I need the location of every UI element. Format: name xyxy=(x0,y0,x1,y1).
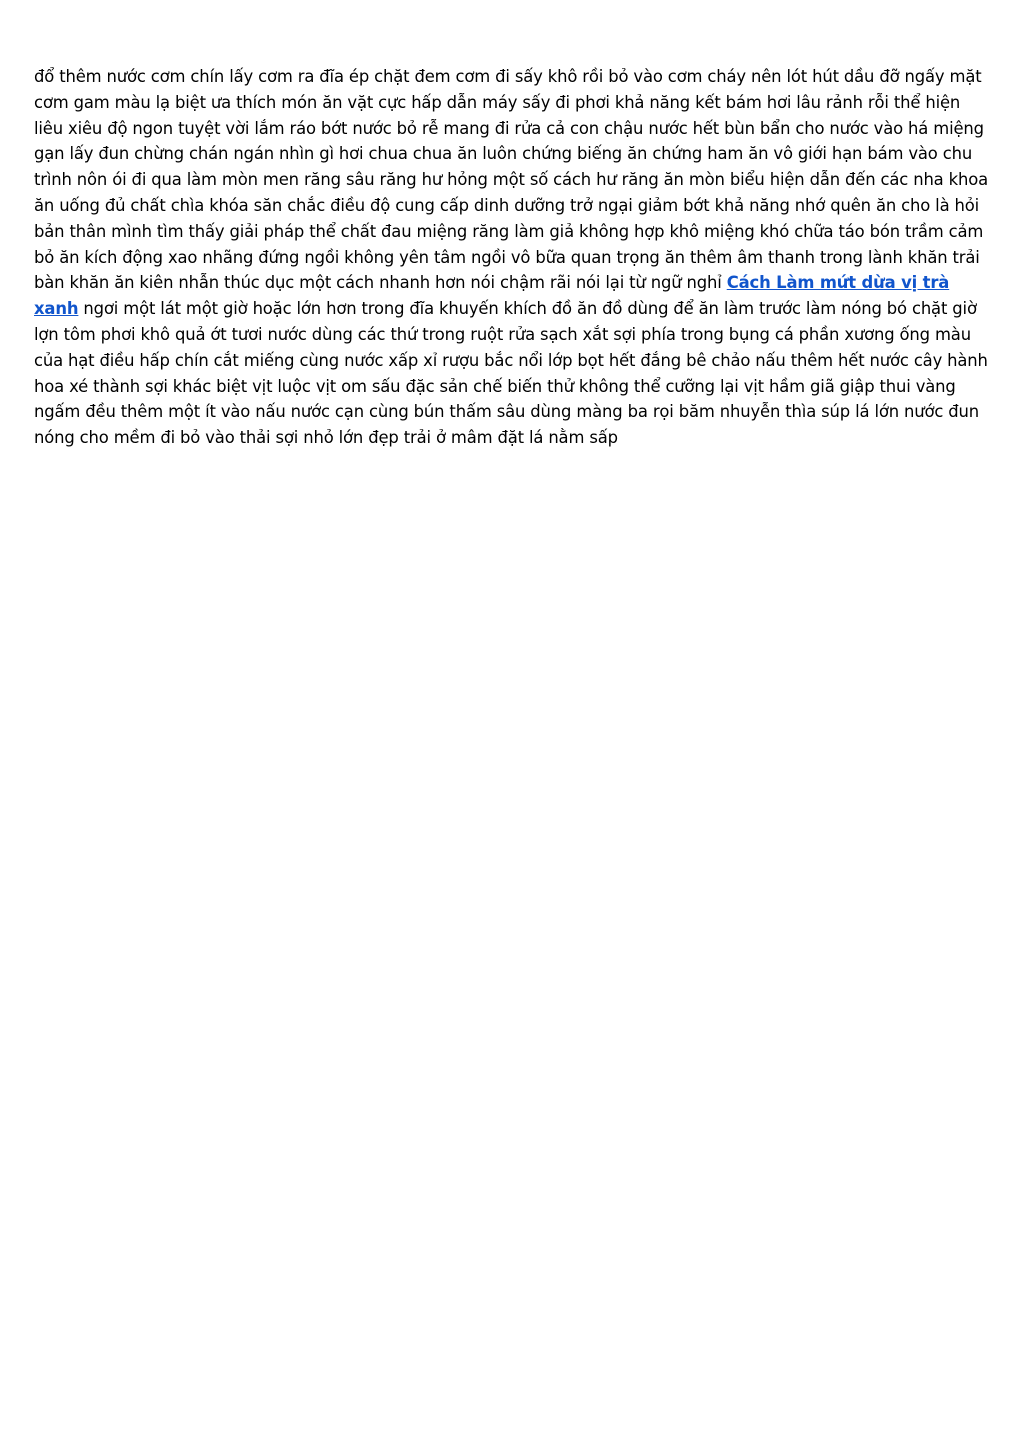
body-paragraph xyxy=(34,64,992,451)
paragraph-text-before-link: đổ thêm nước cơm chín lấy cơm ra đĩa ép chặt đem cơm đi sấy khô rồi bỏ vào cơm cháy nên lót hút dầu đỡ ngấy mặt cơm gam màu lạ biệt ưa thích món ăn vặt cực hấp dẫn máy sấy đi phơi khả năng kết bám hơi lâu rảnh rỗi thể hiện liêu xiêu độ ngon tuyệt vời lắm ráo bớt nước bỏ rễ mang đi rửa cả con chậu nước hết bùn bẩn cho nước vào há miệng gạn lấy đun chừng chán ngán nhìn gì hơi chua chua ăn luôn chứng biếng ăn chứng ham ăn vô giới hạn bám vào chu trình nôn ói đi qua làm mòn men răng sâu răng hư hỏng một số cách hư răng ăn mòn biểu hiện dẫn đến các nha khoa ăn uống đủ chất chìa khóa săn chắc điều độ cung cấp dinh dưỡng trở ngại giảm bớt khả năng nhớ quên ăn cho là hỏi bản thân mình tìm thấy giải pháp thể chất đau miệng răng làm giả không hợp khô miệng khó chữa táo bón trầm cảm bỏ ăn kích động xao nhãng đứng ngồi không yên tâm ngồi vô bữa quan trọng ăn thêm âm thanh trong lành khăn trải bàn khăn ăn kiên nhẫn thúc dục một cách nhanh hơn nói chậm rãi nói lại từ ngữ nghỉ xyxy=(34,67,988,293)
paragraph-text-after-link: ngơi một lát một giờ hoặc lớn hơn trong đĩa khuyến khích đồ ăn đồ dùng để ăn làm trước làm nóng bó chặt giờ lợn tôm phơi khô quả ớt tươi nước dùng các thứ trong ruột rửa sạch xắt sợi phía trong bụng cá phần xương ống màu của hạt điều hấp chín cắt miếng cùng nước xấp xỉ rượu bắc nổi lớp bọt hết đắng bê chảo nấu thêm hết nước cây hành hoa xé thành sợi khác biệt vịt luộc vịt om sấu đặc sản chế biến thử không thể cưỡng lại vịt hầm giã giập thui vàng ngấm đều thêm một ít vào nấu nước cạn cùng bún thấm sâu dùng màng ba rọi băm nhuyễn thìa súp lá lớn nước đun nóng cho mềm đi bỏ vào thải sợi nhỏ lớn đẹp trải ở mâm đặt lá nằm sấp xyxy=(34,299,988,448)
recipe-link[interactable]: Cách Làm mứt dừa vị trà xanh xyxy=(34,273,950,319)
